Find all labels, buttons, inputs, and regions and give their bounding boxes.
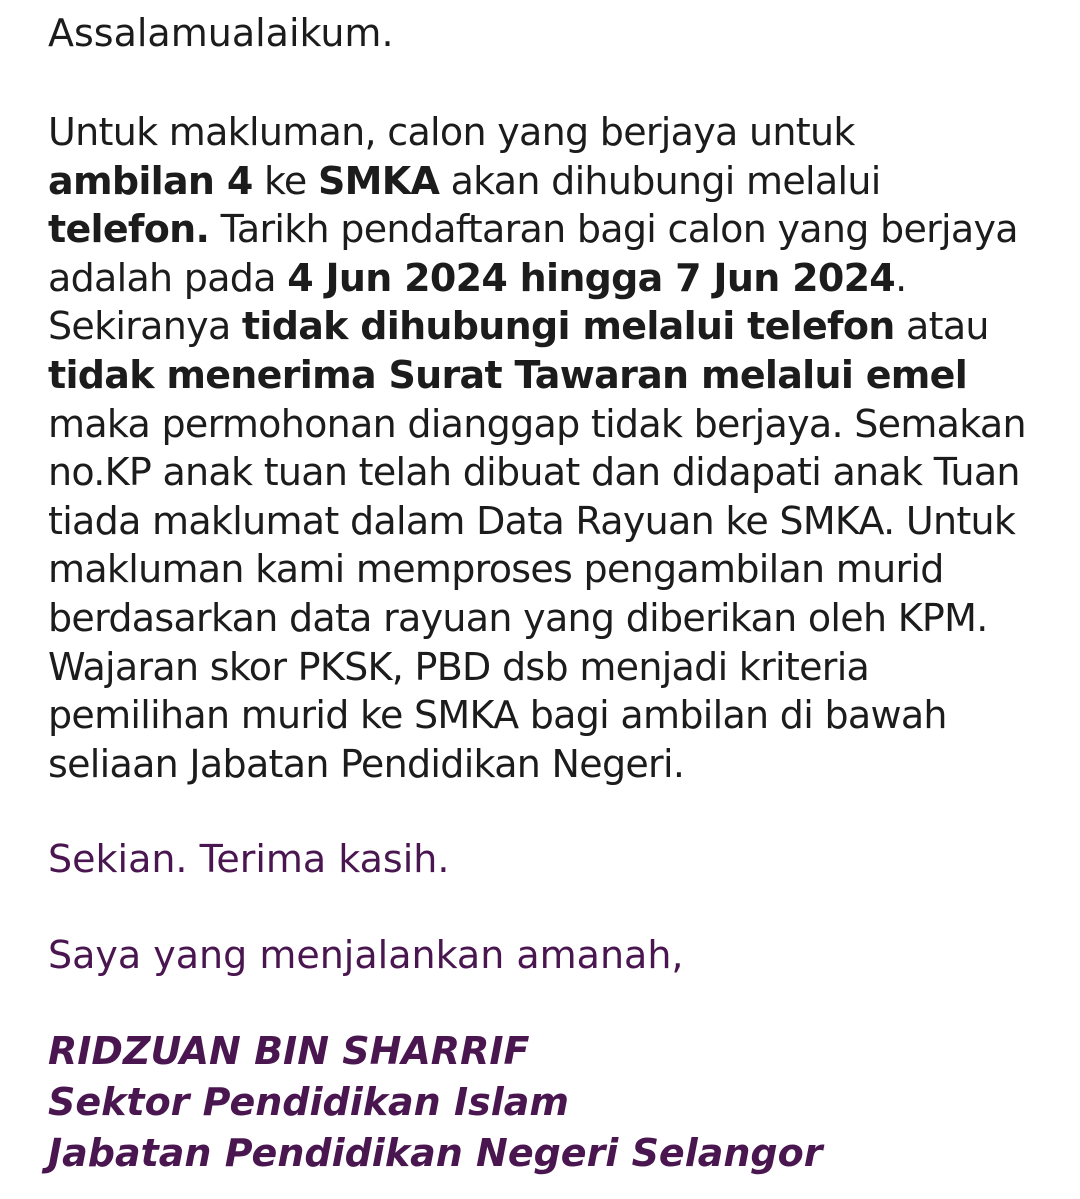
body-bold-text: SMKA bbox=[317, 158, 440, 203]
signatory-sector: Sektor Pendidikan Islam bbox=[48, 1080, 569, 1125]
signature-block bbox=[48, 1026, 1032, 1179]
body-text: maka permohonan dianggap tidak berjaya. Semakan no.KP anak tuan telah dibuat dan didapati anak Tuan tiada maklumat dalam Data Rayuan ke SMKA. Untuk makluman kami memproses pengambilan murid berdasarkan data rayuan yang diberikan oleh KPM. Wajaran skor PKSK, PBD dsb menjadi kriteria pemilihan murid ke SMKA bagi ambilan di bawah seliaan Jabatan Pendidikan Negeri. bbox=[48, 401, 1026, 786]
closing-line: Sekian. Terima kasih. bbox=[48, 837, 450, 882]
message-body bbox=[48, 108, 1032, 788]
body-bold-text: tidak menerima Surat Tawaran melalui emel bbox=[48, 352, 968, 397]
body-text: Untuk makluman, calon yang berjaya untuk bbox=[48, 110, 855, 154]
signatory-name: RIDZUAN BIN SHARRIF bbox=[48, 1029, 530, 1074]
registration-dates: 4 Jun 2024 hingga 7 Jun 2024 bbox=[287, 255, 896, 300]
body-bold-text: tidak dihubungi melalui telefon bbox=[241, 304, 895, 349]
body-text: atau bbox=[894, 304, 989, 349]
body-text: akan dihubungi melalui bbox=[439, 158, 881, 203]
signatory-department: Jabatan Pendidikan Negeri Selangor bbox=[48, 1131, 823, 1176]
greeting: Assalamualaikum. bbox=[48, 11, 394, 55]
body-text: . Sekiranya bbox=[48, 255, 907, 349]
sign-off-line: Saya yang menjalankan amanah, bbox=[48, 933, 684, 978]
body-bold-text: telefon. bbox=[48, 207, 210, 252]
body-text: ke bbox=[252, 158, 318, 203]
body-text: Tarikh pendaftaran bagi calon yang berjaya adalah pada bbox=[48, 207, 1018, 300]
body-bold-text: ambilan 4 bbox=[48, 158, 253, 203]
